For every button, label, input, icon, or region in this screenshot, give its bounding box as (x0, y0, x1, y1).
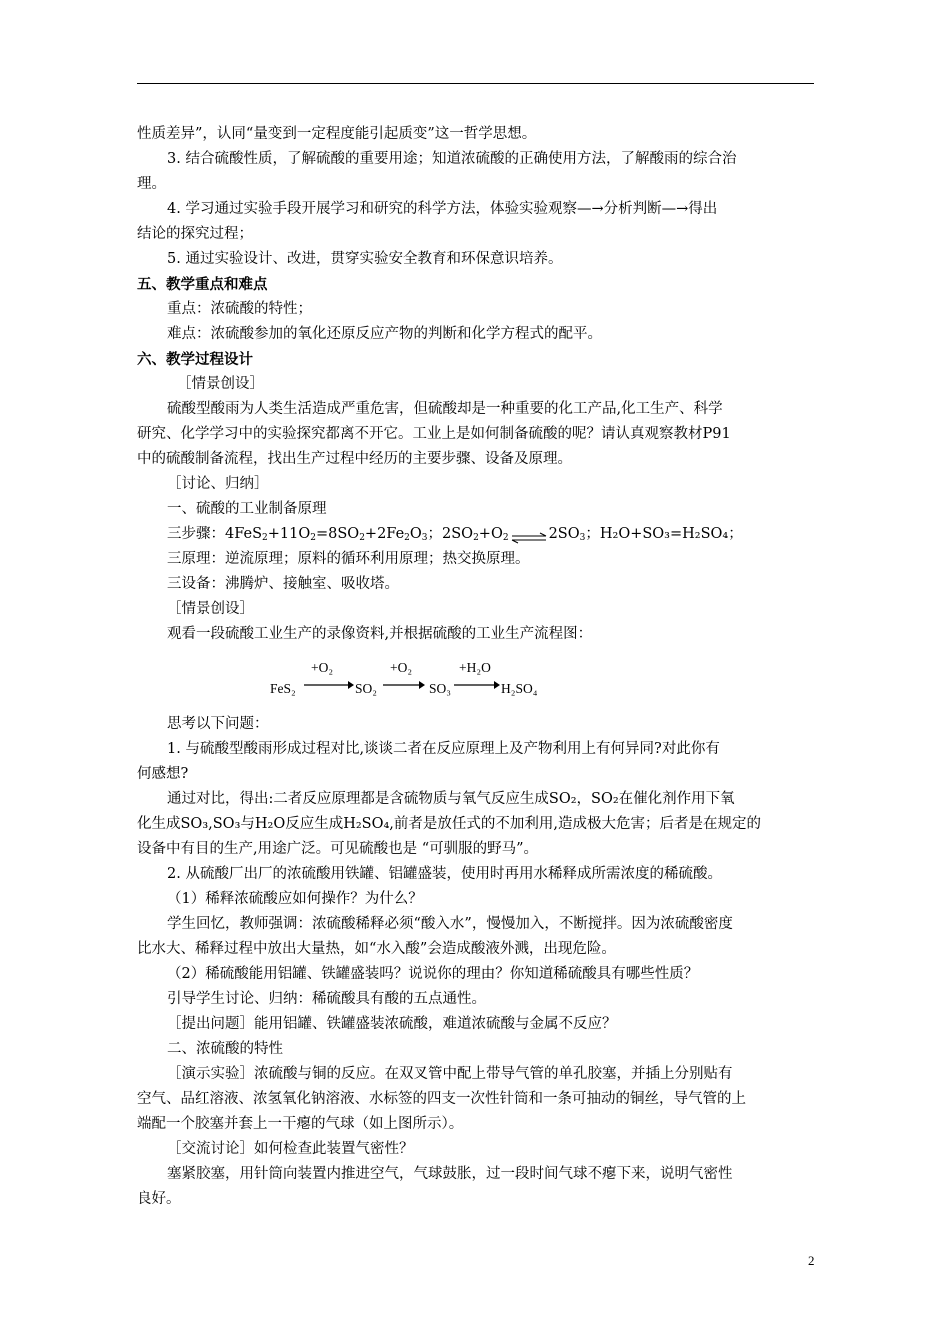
text-line: 通过对比，得出:二者反应原理都是含硫物质与氧气反应生成SO₂，SO₂在催化剂作用下氧 (167, 791, 735, 807)
bracket-label: ［演示实验］浓硫酸与铜的反应。在双叉管中配上带导气管的单孔胶塞，并插上分别贴有 (167, 1066, 733, 1082)
page-number: 2 (808, 1253, 815, 1268)
text-line: 理。 (137, 176, 166, 192)
question-1: 1. 与硫酸型酸雨形成过程对比,谈谈二者在反应原理上及产物利用上有何异同?对此你有 (167, 741, 720, 757)
objective-5: 5. 通过实验设计、改进，贯穿实验安全教育和环保意识培养。 (167, 251, 563, 267)
production-flow-diagram (137, 652, 817, 707)
difficult-point: 难点：浓硫酸参加的氧化还原反应产物的判断和化学方程式的配平。 (167, 326, 602, 342)
flow-so3: SO₃ (429, 681, 451, 696)
question-2: 2. 从硫酸厂出厂的浓硫酸用铁罐、铝罐盛装，使用时再用水稀释成所需浓度的稀硫酸。 (167, 866, 722, 882)
text-line: 结论的探究过程； (137, 226, 253, 242)
subsection-heading: 二、浓硫酸的特性 (167, 1041, 283, 1057)
flow-reagent-o2: +O₂ (311, 660, 334, 675)
subsection-heading: 一、硫酸的工业制备原理 (167, 501, 327, 517)
sub-question-1: （1）稀释浓硫酸应如何操作？为什么？ (167, 891, 423, 907)
text-line: 设备中有目的生产,用途广泛。可见硫酸也是 “可驯服的野马”。 (137, 841, 539, 857)
document-body (137, 122, 817, 1212)
three-equipment: 三设备：沸腾炉、接触室、吸收塔。 (167, 576, 399, 592)
text-line: 塞紧胶塞，用针筒向装置内推进空气，气球鼓胀，过一段时间气球不瘪下来，说明气密性 (167, 1166, 733, 1182)
text-line: 空气、品红溶液、浓氢氧化钠溶液、水标签的四支一次性针筒和一条可抽动的铜丝，导气管的上 (137, 1091, 746, 1107)
text-line: 观看一段硫酸工业生产的录像资料,并根据硫酸的工业生产流程图： (167, 626, 593, 642)
bracket-label: ［提出问题］能用铝罐、铁罐盛装浓硫酸，难道浓硫酸与金属不反应？ (167, 1016, 617, 1032)
flow-reagent-o2: +O₂ (390, 660, 413, 675)
text-line: 良好。 (137, 1191, 181, 1207)
sub-question-2: （2）稀硫酸能用铝罐、铁罐盛装吗？说说你的理由？你知道稀硫酸具有哪些性质？ (167, 966, 699, 982)
flow-h2so4: H₂SO₄ (501, 681, 538, 696)
flow-reagent-h2o: +H₂O (459, 660, 491, 675)
objective-4: 4. 学习通过实验手段开展学习和研究的科学方法，体验实验观察—→分析判断—→得出 (167, 201, 718, 217)
header-rule (137, 83, 814, 84)
text-line: 硫酸型酸雨为人类生活造成严重危害，但硫酸却是一种重要的化工产品,化工生产、科学 (167, 401, 723, 417)
flow-arrow-icon (383, 680, 425, 690)
bracket-label: ［情景创设］ (167, 601, 254, 617)
three-principles: 三原理：逆流原理；原料的循环利用原理；热交换原理。 (167, 551, 530, 567)
text-line: 思考以下问题： (167, 716, 269, 732)
flow-so2: SO₂ (355, 681, 377, 696)
section-heading-6: 六、教学过程设计 (137, 351, 253, 368)
text-line: 性质差异”，认同“量变到一定程度能引起质变”这一哲学思想。 (137, 126, 537, 142)
text-line: 何感想? (137, 766, 189, 782)
text-line: 端配一个胶塞并套上一干瘪的气球（如上图所示）。 (137, 1116, 464, 1132)
text-line: 化生成SO₃,SO₃与H₂O反应生成H₂SO₄,前者是放任式的不加利用,造成极大危害；后者是在规定的 (137, 816, 762, 832)
bracket-label: ［讨论、归纳］ (167, 476, 269, 492)
text-line: 引导学生讨论、归纳：稀硫酸具有酸的五点通性。 (167, 991, 486, 1007)
flow-arrow-icon (304, 680, 354, 690)
text-line: 比水大、稀释过程中放出大量热，如“水入酸”会造成酸液外溅，出现危险。 (137, 941, 616, 957)
three-steps-equations: 三步骤：$4FeS_2+11O_2=8SO_2+2Fe_2O_3$；$2SO_2+O_2$ $2SO_3$；H₂O+SO₃=H₂SO₄； (167, 526, 743, 543)
flow-fes2: FeS₂ (270, 681, 296, 696)
text-line: 学生回忆，教师强调：浓硫酸稀释必须“酸入水”，慢慢加入，不断搅拌。因为浓硫酸密度 (167, 916, 733, 932)
objective-3: 3. 结合硫酸性质，了解硫酸的重要用途；知道浓硫酸的正确使用方法，了解酸雨的综合治 (167, 151, 737, 167)
section-heading-5: 五、教学重点和难点 (137, 276, 268, 293)
flow-arrow-icon (454, 680, 500, 690)
text-line: 研究、化学学习中的实验探究都离不开它。工业上是如何制备硫酸的呢？请认真观察教材P91 (137, 426, 731, 442)
equilibrium-arrow-icon (511, 528, 547, 540)
key-point: 重点：浓硫酸的特性； (167, 301, 312, 317)
bracket-label: ［情景创设］ (177, 376, 264, 392)
text-line: 中的硫酸制备流程，找出生产过程中经历的主要步骤、设备及原理。 (137, 451, 572, 467)
bracket-label: ［交流讨论］如何检查此装置气密性？ (167, 1141, 414, 1157)
